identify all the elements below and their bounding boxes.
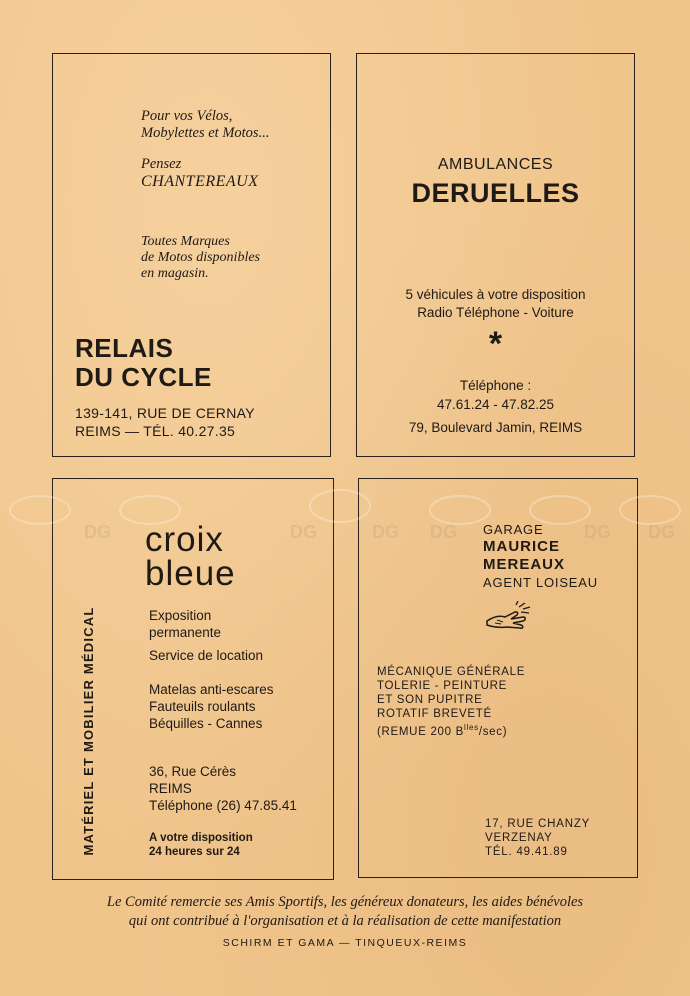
garage-remue-text: (REMUE 200 B — [377, 725, 465, 738]
garage-remue — [377, 721, 525, 739]
garage-header — [483, 521, 598, 591]
ambulances-vehicles — [357, 286, 634, 322]
ad-relais-du-cycle — [52, 53, 331, 457]
ambulances-phone — [357, 376, 634, 414]
garage-name-line: MAURICE — [483, 538, 560, 555]
garage-remue-sup: lles — [464, 723, 479, 732]
croix-expo-line: Exposition — [149, 608, 212, 623]
croix-address-line: Téléphone (26) 47.85.41 — [149, 798, 297, 813]
ambulances-address: 79, Boulevard Jamin, REIMS — [408, 420, 583, 435]
relais-intro-line: Mobylettes et Motos... — [141, 125, 270, 141]
relais-pensez — [141, 156, 259, 190]
hand-wrench-icon — [483, 601, 535, 640]
ambulances-vehicles-line: 5 véhicules à votre disposition — [405, 287, 586, 302]
relais-title — [75, 334, 212, 392]
ad-ambulances-deruelles — [356, 53, 635, 457]
garage-address-line: 17, RUE CHANZY — [485, 818, 591, 830]
croix-address — [149, 763, 297, 814]
croix-expo-line: permanente — [149, 625, 222, 640]
croix-expo — [149, 607, 221, 641]
footer-thanks-line: qui ont contribué à l'organisation et à la réalisation de cette manifestation — [128, 913, 562, 929]
croix-logo-line: bleue — [145, 554, 236, 593]
relais-title-line: RELAIS — [75, 333, 174, 363]
croix-vertical-label: MATÉRIEL ET MOBILIER MÉDICAL — [81, 606, 96, 856]
garage-agent: AGENT LOISEAU — [483, 575, 598, 590]
relais-pensez-label: Pensez — [141, 156, 182, 172]
footer-thanks-line: Le Comité remercie ses Amis Sportifs, les généreux donateurs, les aides bénévoles — [106, 894, 584, 910]
croix-item: Matelas anti-escares — [149, 682, 274, 697]
croix-logo — [145, 520, 236, 593]
watermark-mark: DG — [430, 522, 457, 542]
watermark-mark: DG — [648, 522, 675, 542]
croix-logo-line: croix — [145, 520, 224, 559]
relais-marques — [141, 234, 260, 282]
croix-address-line: 36, Rue Cérès — [149, 764, 237, 779]
croix-service: Service de location — [149, 648, 264, 663]
garage-name-line: MEREAUX — [483, 556, 566, 573]
footer-thanks — [0, 893, 690, 931]
watermark-mark: DG — [584, 522, 611, 542]
ambulances-name: DERUELLES — [411, 178, 580, 208]
relais-address-line: REIMS — TÉL. 40.27.35 — [75, 423, 236, 439]
garage-address — [485, 817, 590, 859]
watermark-mark: DG — [290, 522, 317, 542]
croix-item: Béquilles - Cannes — [149, 716, 263, 731]
croix-items — [149, 681, 274, 732]
ambulances-vehicles-line: Radio Téléphone - Voiture — [417, 305, 574, 320]
croix-dispo — [149, 831, 253, 859]
ambulances-label: AMBULANCES — [437, 156, 554, 173]
ambulances-phone-numbers: 47.61.24 - 47.82.25 — [436, 397, 555, 412]
croix-dispo-line: A votre disposition — [149, 832, 253, 844]
garage-service-line: TOLERIE - PEINTURE — [377, 680, 507, 692]
garage-services — [377, 665, 525, 739]
footer-printer: SCHIRM ET GAMA — TINQUEUX-REIMS — [222, 937, 468, 949]
relais-intro — [141, 108, 269, 142]
croix-address-line: REIMS — [149, 781, 192, 796]
garage-service-line: MÉCANIQUE GÉNÉRALE — [377, 666, 526, 678]
relais-title-line: DU CYCLE — [75, 362, 212, 392]
ad-croix-bleue — [52, 478, 334, 880]
croix-item: Fauteuils roulants — [149, 699, 256, 714]
relais-intro-line: Pour vos Vélos, — [141, 108, 233, 124]
garage-label: GARAGE — [483, 522, 544, 537]
ambulances-phone-label: Téléphone : — [459, 378, 532, 393]
garage-service-line: ROTATIF BREVETÉ — [377, 708, 492, 720]
relais-marques-line: de Motos disponibles — [141, 250, 260, 265]
watermark-mark: DG — [372, 522, 399, 542]
relais-marques-line: en magasin. — [141, 266, 209, 281]
garage-address-line: VERZENAY — [485, 832, 553, 844]
ad-garage-mereaux — [358, 478, 638, 878]
relais-marques-line: Toutes Marques — [141, 234, 230, 249]
asterisk-icon: * — [488, 325, 503, 363]
relais-address — [75, 404, 255, 440]
garage-remue-end: /sec) — [478, 725, 508, 738]
garage-service-line: ET SON PUPITRE — [377, 694, 483, 706]
relais-brand: CHANTEREAUX — [141, 173, 259, 190]
relais-address-line: 139-141, RUE DE CERNAY — [75, 405, 255, 421]
garage-address-line: TÉL. 49.41.89 — [485, 846, 568, 858]
watermark-mark: DG — [84, 522, 111, 542]
croix-dispo-line: 24 heures sur 24 — [149, 846, 240, 858]
